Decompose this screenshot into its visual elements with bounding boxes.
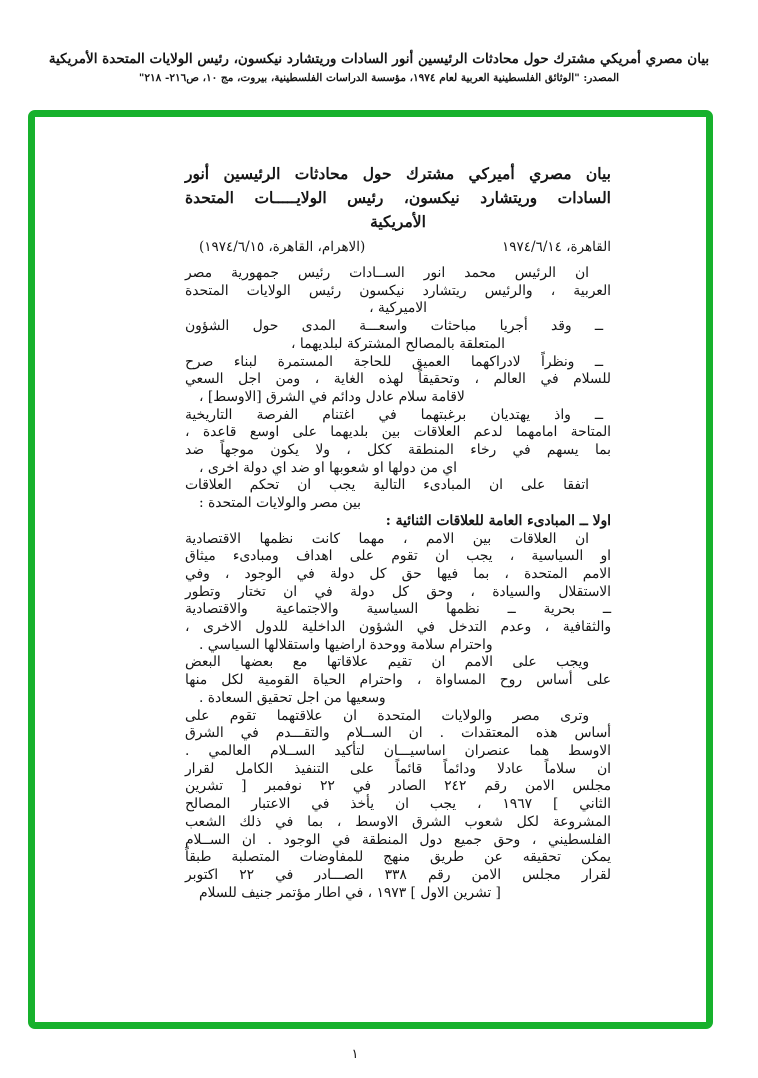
dateline-place-date: القاهرة، ١٩٧٤/٦/١٤ bbox=[502, 239, 611, 255]
document-body-line: المتعلقة بالمصالح المشتركة لبلديهما ، bbox=[291, 335, 505, 352]
document-dateline bbox=[185, 238, 611, 256]
document-body-line: العربية ، والرئيس ريتشارد نيكسون رئيس الولايات المتحدة bbox=[185, 282, 611, 299]
document-body-line: للسلام في العالم ، وتحقيقاً لهذه الغاية ، ومن اجل السعي bbox=[185, 371, 611, 388]
document-body-line: بين مصر والولايات المتحدة : bbox=[199, 495, 361, 512]
document-body-line: والثقافية ، وعدم التدخل في الشؤون الداخلية للدول الاخرى ، bbox=[185, 619, 611, 636]
document-body-line: على أساس روح المساواة ، واحترام الحياة القومية لكل منها bbox=[185, 672, 611, 689]
document-body-line: اولا ــ المبادىء العامة للعلاقات الثنائية : bbox=[385, 512, 611, 529]
document-body-line: ان الرئيس محمد انور الســادات رئيس جمهورية مصر bbox=[185, 265, 589, 281]
page-header-source: المصدر: "الوثائق الفلسطينية العربية لعام ١٩٧٤، مؤسسة الدراسات الفلسطينية، بيروت، مج ١٠، ص٢١٦- ٢١٨" bbox=[138, 72, 620, 84]
dateline-source-ref: (الاهرام، القاهرة، ١٩٧٤/٦/١٥) bbox=[199, 239, 366, 255]
document-body-line: المتاحة امامهما لدعم العلاقات بين بلديهما على اوسع قاعدة ، bbox=[185, 424, 611, 441]
document-body-line: ــ بحرية ــ نظمها السياسية والاجتماعية والاقتصادية bbox=[185, 601, 611, 618]
document-body-line: لقرار مجلس الامن رقم ٣٣٨ الصـــادر في ٢٢ اكتوبر bbox=[185, 866, 612, 883]
document-body-line: الفلسطيني ، وحق جميع دول المنطقة في الوجود . ان الســلام bbox=[185, 831, 611, 848]
document-body-line: ــ واذ يهتديان برغبتهما في اغتنام الفرصة التاريخية bbox=[185, 406, 603, 423]
document-body-line: المشروعة لكل شعوب الشرق الاوسط ، بما في ذلك الشعب bbox=[185, 813, 611, 830]
document-body-line: ــ ونظراً لادراكهما العميق للحاجة المستمرة لبناء صرح bbox=[185, 353, 603, 370]
page-header bbox=[0, 50, 758, 86]
document-body-line: يمكن تحقيقه عن طريق منهج للمفاوضات المتصلبة طبقاً bbox=[185, 849, 611, 866]
document-body-line: [ تشرين الاول ] ١٩٧٣ ، في اطار مؤتمر جنيف للسلام bbox=[199, 884, 501, 901]
document-body-line: الاوسط هما عنصران اساسيـــان لتأكيد الســلام العالمي . bbox=[185, 742, 611, 759]
document-title-line: بيان مصري أميركي مشترك حول محادثات الرئيسين أنور bbox=[185, 164, 611, 183]
document-body bbox=[185, 265, 611, 902]
document-title-line: السادات وريتشارد نيكسون، رئيس الولايـــــات المتحدة bbox=[185, 188, 611, 207]
document-body-line: لاقامة سلام عادل ودائم في الشرق [الاوسط] ، bbox=[199, 388, 465, 405]
document-body-line: اي من دولها او شعوبها او ضد اي دولة اخرى ، bbox=[199, 459, 457, 476]
document-body-line: مجلس الامن رقم ٢٤٢ الصادر في ٢٢ نوفمبر [ تشرين bbox=[185, 778, 611, 795]
document-title-block bbox=[185, 162, 611, 234]
document-body-line: ان العلاقات بين الامم ، مهما كانت نظمها الاقتصادية bbox=[185, 530, 589, 547]
page-number: ١ bbox=[351, 1047, 359, 1062]
document-body-line: او السياسية ، يجب ان تقوم على اهداف ومبادىء ميثاق bbox=[185, 548, 611, 565]
document-body-line: وسعيها من اجل تحقيق السعادة . bbox=[199, 689, 386, 706]
document-body-line: بما يسهم في رخاء المنطقة ككل ، ولا يكون موجهاً ضد bbox=[185, 442, 611, 459]
document-body-line: الاستقلال والسيادة ، وحق كل دولة في ان تختار وتطور bbox=[185, 583, 611, 600]
document-body-line: الاميركية ، bbox=[369, 300, 427, 317]
document-content bbox=[185, 162, 611, 902]
document-title-line: الأمريكية bbox=[370, 212, 426, 231]
document-body-line: وترى مصر والولايات المتحدة ان علاقتهما تقوم على bbox=[185, 707, 589, 724]
document-body-line: ان سلاماً عادلا ودائماً قائماً على التنفيذ الكامل لقرار bbox=[185, 760, 611, 777]
document-body-line: الامم المتحدة ، بما فيها حق كل دولة في الوجود ، وفي bbox=[185, 565, 611, 582]
document-body-line: ويجب على الامم ان تقيم علاقاتها مع بعضها البعض bbox=[185, 654, 589, 671]
document-body-line: الثاني ] ١٩٦٧ ، يجب ان يأخذ في الاعتبار المصالح bbox=[185, 796, 611, 813]
document-body-line: اتفقا على ان المبادىء التالية يجب ان تحكم العلاقات bbox=[185, 477, 589, 494]
document-body-line: ــ وقد أجريا مباحثات واسعـــة المدى حول الشؤون bbox=[185, 318, 603, 335]
page-header-title: بيان مصري أمريكي مشترك حول محادثات الرئيسين أنور السادات وريتشارد نيكسون، رئيس الولايات المتحدة الأمريكية bbox=[48, 51, 710, 67]
document-body-line: أساس هذه المعتقدات . ان الســلام والتقـــدم في الشرق bbox=[185, 725, 611, 742]
document-body-line: واحترام سلامة ووحدة اراضيها واستقلالها السياسي . bbox=[199, 636, 493, 653]
